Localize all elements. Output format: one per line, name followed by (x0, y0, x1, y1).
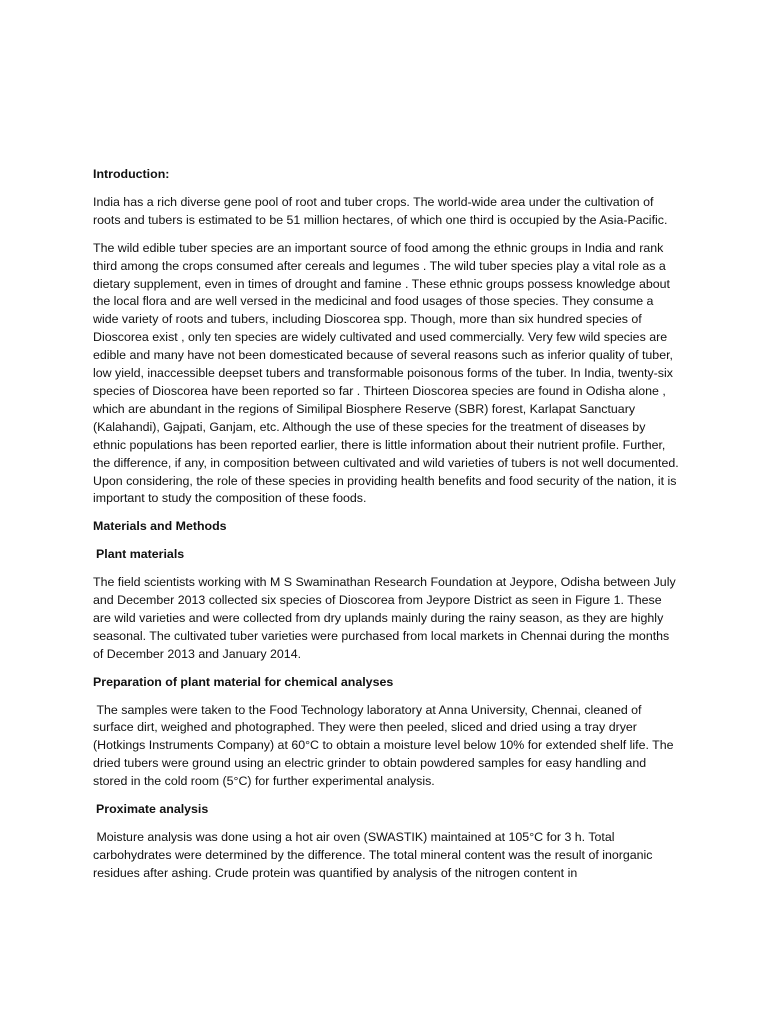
heading-preparation-of-plant-material: Preparation of plant material for chemical analyses (93, 674, 394, 689)
heading-introduction: Introduction: (93, 167, 170, 181)
heading-plant-materials: Plant materials (96, 547, 185, 562)
document-body (93, 166, 679, 893)
paragraph-plant-materials: The field scientists working with M S Swaminathan Research Foundation at Jeypore, Odisha between July and December 2013 collected six species of Dioscorea from Jeypore District as seen in Figure 1. These are wild varieties and were collected from dry uplands mainly during the rainy season, as they are highly seasonal. The cultivated tuber varieties were purchased from local markets in Chennai during the months of December 2013 and January 2014. (93, 575, 676, 661)
paragraph-proximate-analysis: Moisture analysis was done using a hot air oven (SWASTIK) maintained at 105°C for 3 h. Total carbohydrates were determined by the difference. The total mineral content was the result of inorganic residues after ashing. Crude protein was quantified by analysis of the nitrogen content in (93, 830, 653, 880)
paragraph-preparation: The samples were taken to the Food Technology laboratory at Anna University, Chennai, cleaned of surface dirt, weighed and photographed. They were then peeled, sliced and dried using a tray dryer (Hotkings Instruments Company) at 60°C to obtain a moisture level below 10% for extended shelf life. The dried tubers were ground using an electric grinder to obtain powdered samples for easy handling and stored in the cold room (5°C) for further experimental analysis. (93, 702, 674, 789)
paragraph-introduction-1: India has a rich diverse gene pool of root and tuber crops. The world-wide area under the cultivation of roots and tubers is estimated to be 51 million hectares, of which one third is occupied by the Asia-Pacific. (93, 194, 668, 227)
heading-materials-and-methods: Materials and Methods (93, 519, 227, 534)
paragraph-introduction-2: The wild edible tuber species are an important source of food among the ethnic groups in India and rank third among the crops consumed after cereals and legumes . The wild tuber species play a vital role as a dietary supplement, even in times of drought and famine . These ethnic groups possess knowledge about the local flora and are well versed in the medicinal and food usages of those species. They consume a wide variety of roots and tubers, including Dioscorea spp. Though, more than six hundred species of Dioscorea exist , only ten species are widely cultivated and used commercially. Very few wild species are edible and many have not been domesticated because of several reasons such as inferior quality of tuber, low yield, inaccessible deepset tubers and transformable poisonous forms of the tuber. In India, twenty-six species of Dioscorea have been reported so far . Thirteen Dioscorea species are found in Odisha alone , which are abundant in the regions of Similipal Biosphere Reserve (SBR) forest, Karlapat Sanctuary (Kalahandi), Gajpati, Ganjam, etc. Although the use of these species for the treatment of diseases by ethnic populations has been reported earlier, there is little information about their nutrient profile. Further, the difference, if any, in composition between cultivated and wild varieties of tubers is not well documented. Upon considering, the role of these species in providing health benefits and food security of the nation, it is important to study the composition of these foods. (93, 240, 679, 506)
heading-proximate-analysis: Proximate analysis (96, 802, 209, 817)
